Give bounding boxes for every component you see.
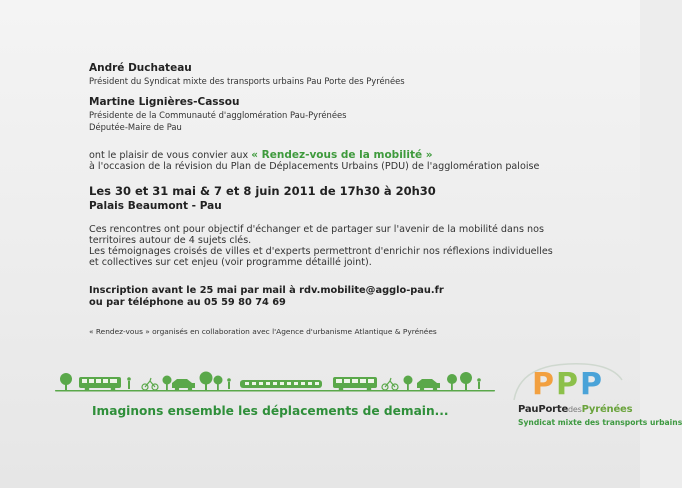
brand-pyrenees: Pyrénées <box>581 404 633 415</box>
description-line-3: Les témoignages croisés de villes et d'experts permettront d'enrichir nos réflexions individuelles <box>89 246 553 257</box>
signatory-1-role: Président du Syndicat mixte des transports urbains Pau Porte des Pyrénées <box>89 76 405 86</box>
pedestrian-icon <box>477 378 481 389</box>
collaboration-note: « Rendez-vous » organisés en collaboration avec l'Agence d'urbanisme Atlantique & Pyrénées <box>89 327 437 336</box>
brand-pau: Pau <box>518 404 539 415</box>
tree-icon <box>163 376 172 391</box>
car-icon <box>417 379 440 391</box>
signatory-2-name: Martine Lignières-Cassou <box>89 96 240 108</box>
tree-icon <box>214 376 223 391</box>
tree-icon <box>460 372 472 390</box>
ppp-logo <box>510 360 682 434</box>
transport-illustration <box>55 366 495 396</box>
brand-des: des <box>568 405 582 414</box>
registration-line-2: ou par téléphone au 05 59 80 74 69 <box>89 297 286 308</box>
logo-letter-2: P <box>556 367 578 402</box>
invitation-line <box>89 149 433 161</box>
tree-icon <box>447 374 457 390</box>
brand-porte: Porte <box>538 404 569 415</box>
bus-icon <box>333 377 377 391</box>
bicycle-icon <box>142 378 158 390</box>
bicycle-icon <box>382 378 398 390</box>
logo-letter-1: P <box>532 367 554 402</box>
signatory-1-name: André Duchateau <box>89 62 192 74</box>
signatory-2-role-2: Députée-Maire de Pau <box>89 122 182 132</box>
event-dates: Les 30 et 31 mai & 7 et 8 juin 2011 de 17h30 à 20h30 <box>89 184 436 198</box>
signatory-2-role-1: Présidente de la Communauté d'agglomération Pau-Pyrénées <box>89 110 347 120</box>
pedestrian-icon <box>227 378 231 389</box>
description-line-2: territoires autour de 4 sujets clés. <box>89 235 252 246</box>
invitation-intro: ont le plaisir de vous convier aux <box>89 150 249 161</box>
logo-letter-3: P <box>580 367 602 402</box>
bus-icon <box>79 377 121 391</box>
logo-subtitle: Syndicat mixte des transports urbains <box>518 418 682 427</box>
tree-icon <box>60 373 72 390</box>
logo-brand <box>518 404 632 415</box>
tree-icon <box>404 376 413 391</box>
pedestrian-icon <box>127 377 131 389</box>
event-venue: Palais Beaumont - Pau <box>89 200 222 212</box>
tram-icon <box>240 380 322 388</box>
description-line-4: et collectives sur cet enjeu (voir programme détaillé joint). <box>89 257 372 268</box>
event-name: « Rendez-vous de la mobilité » <box>251 149 433 161</box>
slogan: Imaginons ensemble les déplacements de demain... <box>92 404 449 418</box>
car-icon <box>172 379 195 391</box>
tree-icon <box>200 372 213 391</box>
registration-line-1: Inscription avant le 25 mai par mail à rdv.mobilite@agglo-pau.fr <box>89 285 444 296</box>
description-line-1: Ces rencontres ont pour objectif d'échanger et de partager sur l'avenir de la mobilité dans nos <box>89 224 544 235</box>
invitation-occasion: à l'occasion de la révision du Plan de Déplacements Urbains (PDU) de l'agglomération paloise <box>89 161 540 172</box>
